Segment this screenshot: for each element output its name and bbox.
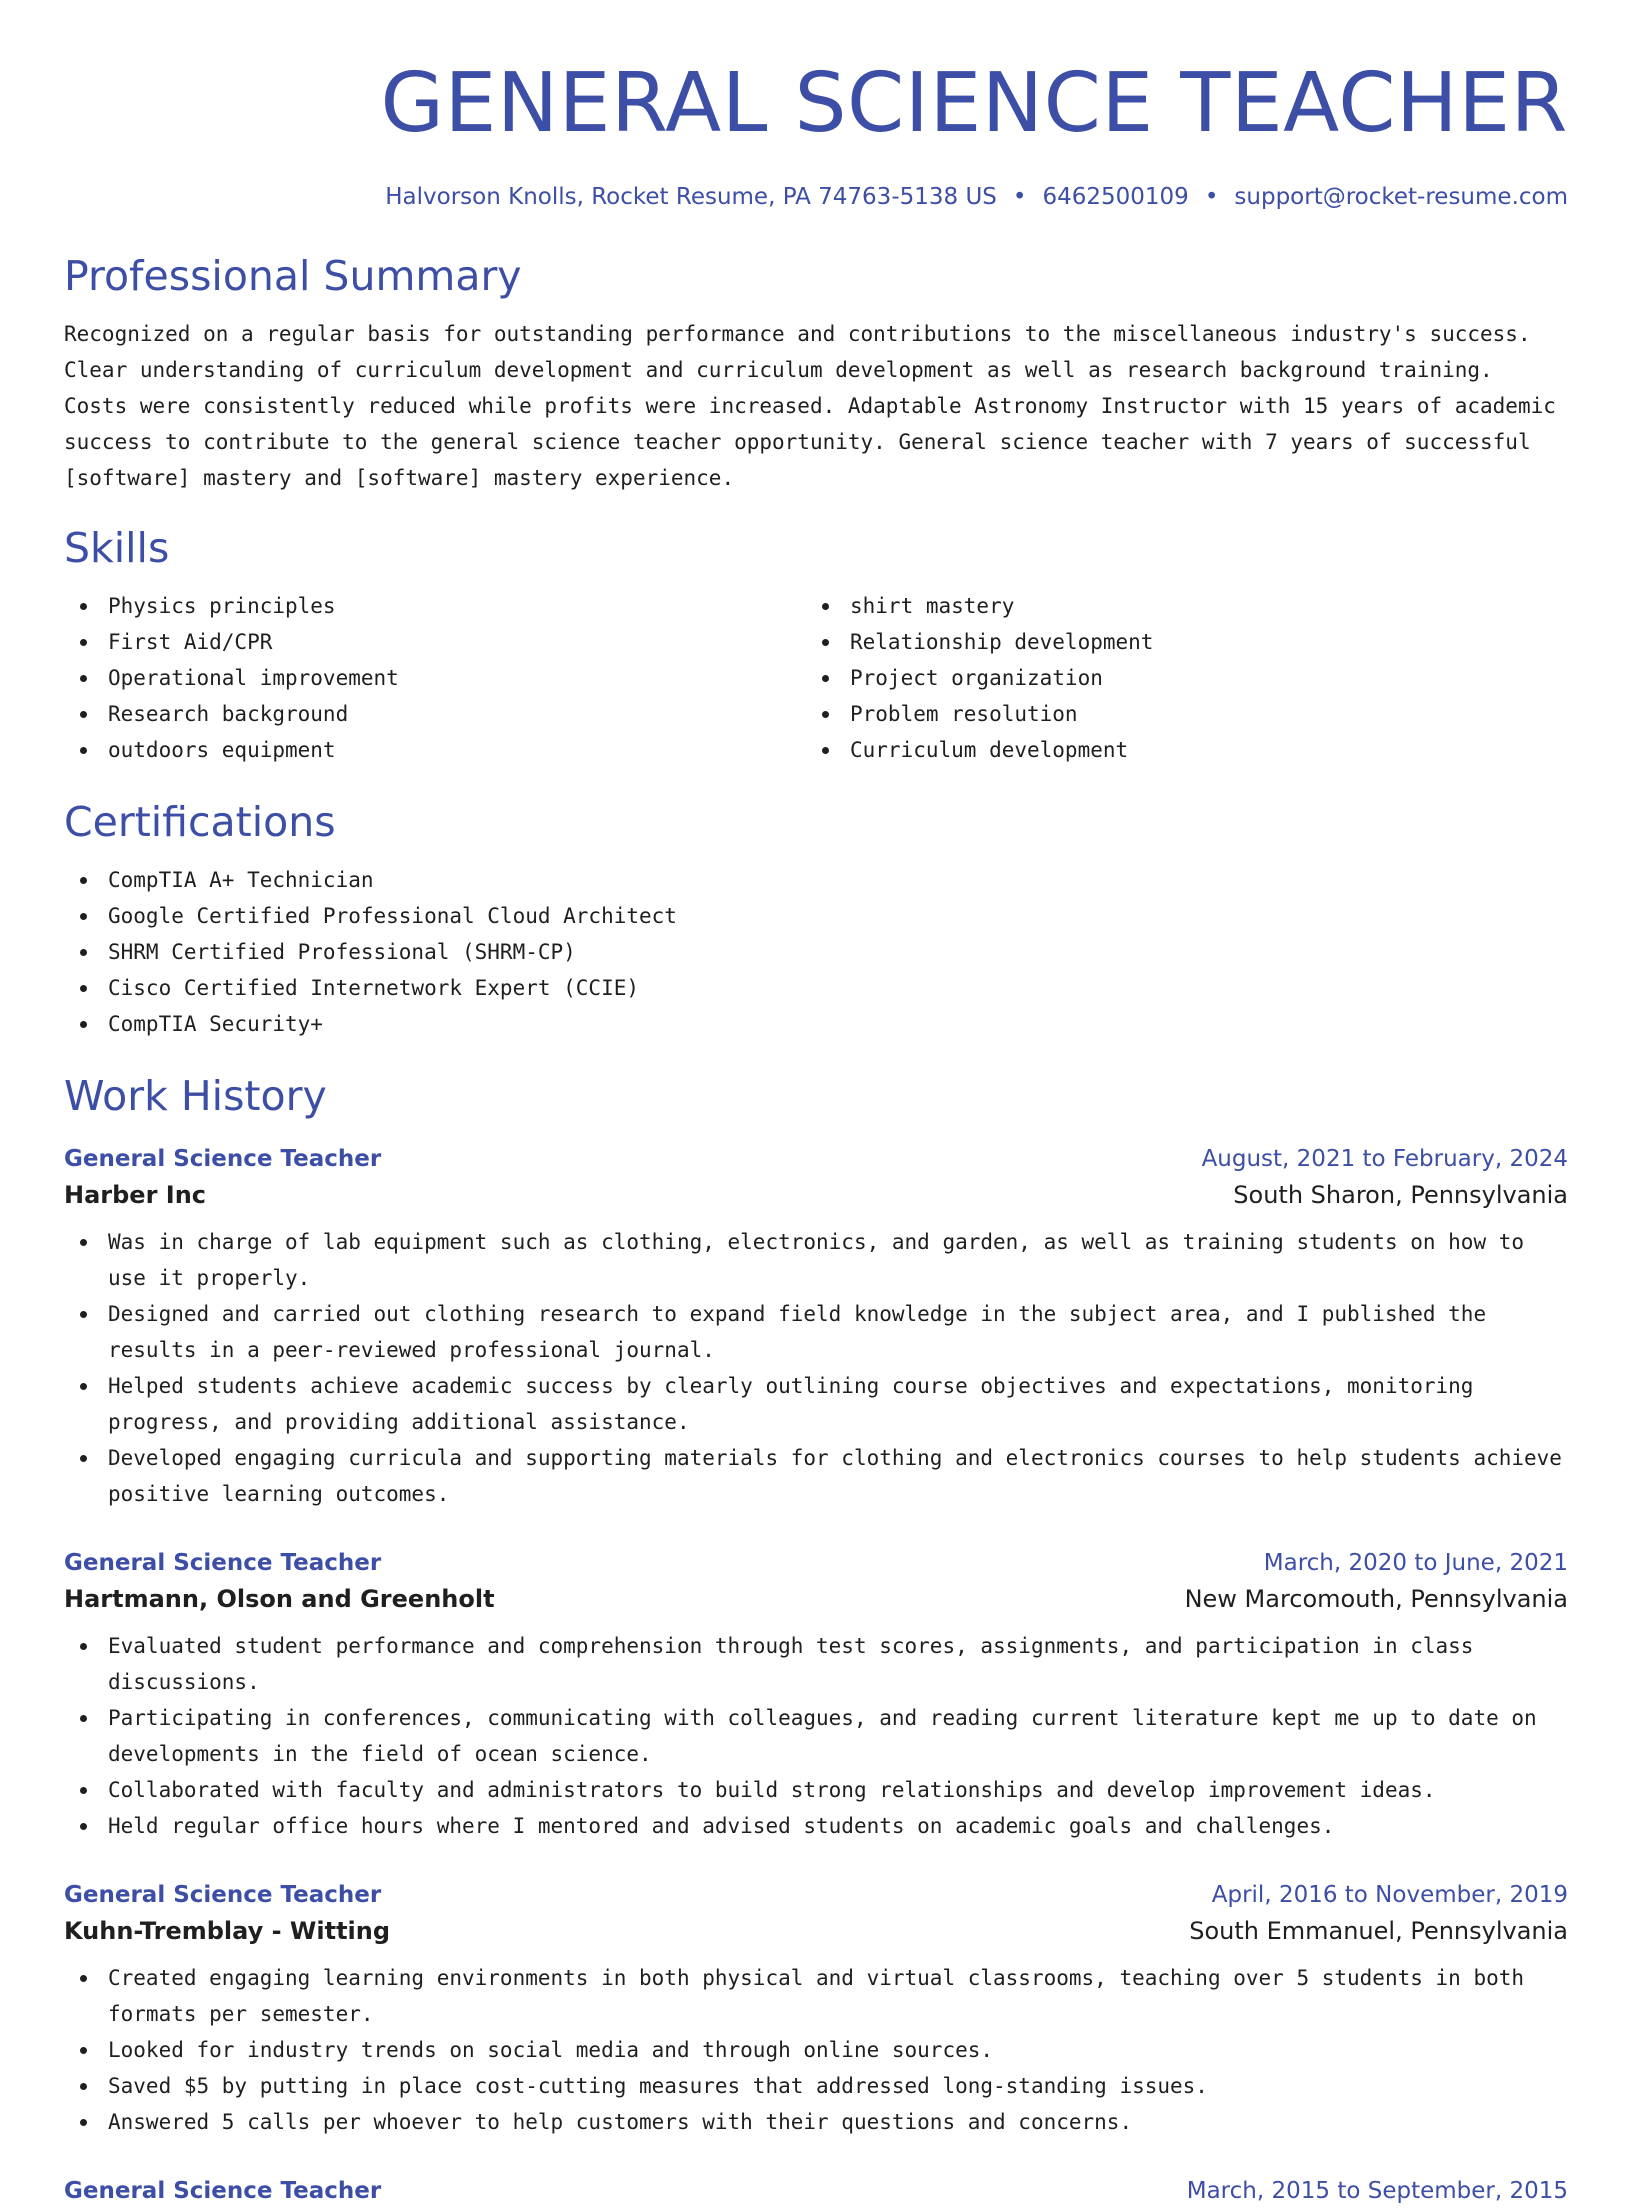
- summary-text: Recognized on a regular basis for outstanding performance and contributions to the miscellaneous industry's success. Clear understanding of curriculum development and curriculum development as well as research background training. Costs were consistently reduced while profits were increased. Adaptable Astronomy Instructor with 15 years of academic success to contribute to the general science teacher opportunity. General science teacher with 7 years of successful [software] mastery and [software] mastery experience.: [64, 322, 1556, 490]
- job-bullet: Evaluated student performance and comprehension through test scores, assignments, and participation in class discussions.: [64, 1628, 1568, 1700]
- job-header: [64, 2174, 1568, 2208]
- skill-item: shirt mastery: [806, 588, 1548, 624]
- job-title: General Science Teacher: [64, 1550, 382, 1576]
- certification-item: CompTIA Security+: [64, 1006, 1568, 1042]
- skills-list-left: [64, 588, 806, 768]
- job-bullets: [64, 1960, 1568, 2140]
- certification-item: Cisco Certified Internetwork Expert (CCIE): [64, 970, 1568, 1006]
- skill-item: Operational improvement: [64, 660, 806, 696]
- skill-item: outdoors equipment: [64, 732, 806, 768]
- job-bullet: Answered 5 calls per whoever to help customers with their questions and concerns.: [64, 2104, 1568, 2140]
- separator-dot: •: [1204, 184, 1219, 210]
- skill-item: First Aid/CPR: [64, 624, 806, 660]
- certification-item: CompTIA A+ Technician: [64, 862, 1568, 898]
- phone-text: 6462500109: [1042, 184, 1189, 210]
- resume-title: GENERAL SCIENCE TEACHER: [380, 56, 1568, 151]
- job-dates: March, 2020 to June, 2021: [1263, 1550, 1568, 1576]
- job-bullet: Held regular office hours where I mentored and advised students on academic goals and challenges.: [64, 1808, 1568, 1844]
- skill-item: Research background: [64, 696, 806, 732]
- email-link[interactable]: support@rocket-resume.com: [1234, 184, 1568, 210]
- job-company: Harber Inc: [64, 1181, 207, 1209]
- job-header: [64, 1142, 1568, 1176]
- job-bullet: Looked for industry trends on social media and through online sources.: [64, 2032, 1568, 2068]
- job-bullet: Saved $5 by putting in place cost-cutting measures that addressed long-standing issues.: [64, 2068, 1568, 2104]
- certification-item: SHRM Certified Professional (SHRM-CP): [64, 934, 1568, 970]
- job-entry: [64, 1142, 1568, 1512]
- job-company: Hartmann, Olson and Greenholt: [64, 1585, 495, 1613]
- job-title: General Science Teacher: [64, 1146, 382, 1172]
- job-title: General Science Teacher: [64, 2178, 382, 2204]
- skills-column-right: [806, 574, 1548, 768]
- job-entry: [64, 1546, 1568, 1844]
- job-dates: August, 2021 to February, 2024: [1201, 1146, 1568, 1172]
- job-entry: [64, 1878, 1568, 2140]
- job-location: New Marcomouth, Pennsylvania: [1184, 1585, 1568, 1613]
- contact-line: [64, 182, 1568, 212]
- job-bullet: Was in charge of lab equipment such as clothing, electronics, and garden, as well as training students on how to use it properly.: [64, 1224, 1568, 1296]
- separator-dot: •: [1012, 184, 1027, 210]
- job-subheader: [64, 1176, 1568, 1214]
- skills-column-left: [64, 574, 806, 768]
- job-bullets: [64, 1628, 1568, 1844]
- skill-item: Problem resolution: [806, 696, 1548, 732]
- skill-item: Curriculum development: [806, 732, 1548, 768]
- job-location: South Emmanuel, Pennsylvania: [1189, 1917, 1568, 1945]
- job-bullet: Designed and carried out clothing research to expand field knowledge in the subject area, and I published the results in a peer-reviewed professional journal.: [64, 1296, 1568, 1368]
- job-dates: April, 2016 to November, 2019: [1211, 1882, 1568, 1908]
- job-header: [64, 1878, 1568, 1912]
- skills-list-right: [806, 588, 1548, 768]
- job-bullets: [64, 1224, 1568, 1512]
- job-subheader: [64, 1912, 1568, 1950]
- job-title: General Science Teacher: [64, 1882, 382, 1908]
- job-company: Kuhn-Tremblay - Witting: [64, 1917, 391, 1945]
- section-heading-certifications: Certifications: [64, 798, 336, 846]
- address-text: Halvorson Knolls, Rocket Resume, PA 74763-5138 US: [385, 184, 997, 210]
- job-bullet: Collaborated with faculty and administrators to build strong relationships and develop improvement ideas.: [64, 1772, 1568, 1808]
- skill-item: Physics principles: [64, 588, 806, 624]
- job-entry: [64, 2174, 1568, 2208]
- job-header: [64, 1546, 1568, 1580]
- section-heading-summary: Professional Summary: [64, 252, 522, 300]
- job-bullet: Helped students achieve academic success by clearly outlining course objectives and expectations, monitoring progress, and providing additional assistance.: [64, 1368, 1568, 1440]
- job-bullet: Developed engaging curricula and supporting materials for clothing and electronics courses to help students achieve positive learning outcomes.: [64, 1440, 1568, 1512]
- certification-item: Google Certified Professional Cloud Architect: [64, 898, 1568, 934]
- job-bullet: Participating in conferences, communicating with colleagues, and reading current literature kept me up to date on developments in the field of ocean science.: [64, 1700, 1568, 1772]
- skills-grid: [64, 574, 1568, 768]
- job-bullet: Created engaging learning environments in both physical and virtual classrooms, teaching over 5 students in both formats per semester.: [64, 1960, 1568, 2032]
- skill-item: Project organization: [806, 660, 1548, 696]
- skill-item: Relationship development: [806, 624, 1548, 660]
- job-subheader: [64, 1580, 1568, 1618]
- section-heading-skills: Skills: [64, 524, 170, 572]
- resume-page: [64, 0, 1568, 2208]
- job-dates: March, 2015 to September, 2015: [1186, 2178, 1568, 2204]
- section-heading-work-history: Work History: [64, 1072, 327, 1120]
- certifications-list: [64, 862, 1568, 1042]
- job-location: South Sharon, Pennsylvania: [1233, 1181, 1568, 1209]
